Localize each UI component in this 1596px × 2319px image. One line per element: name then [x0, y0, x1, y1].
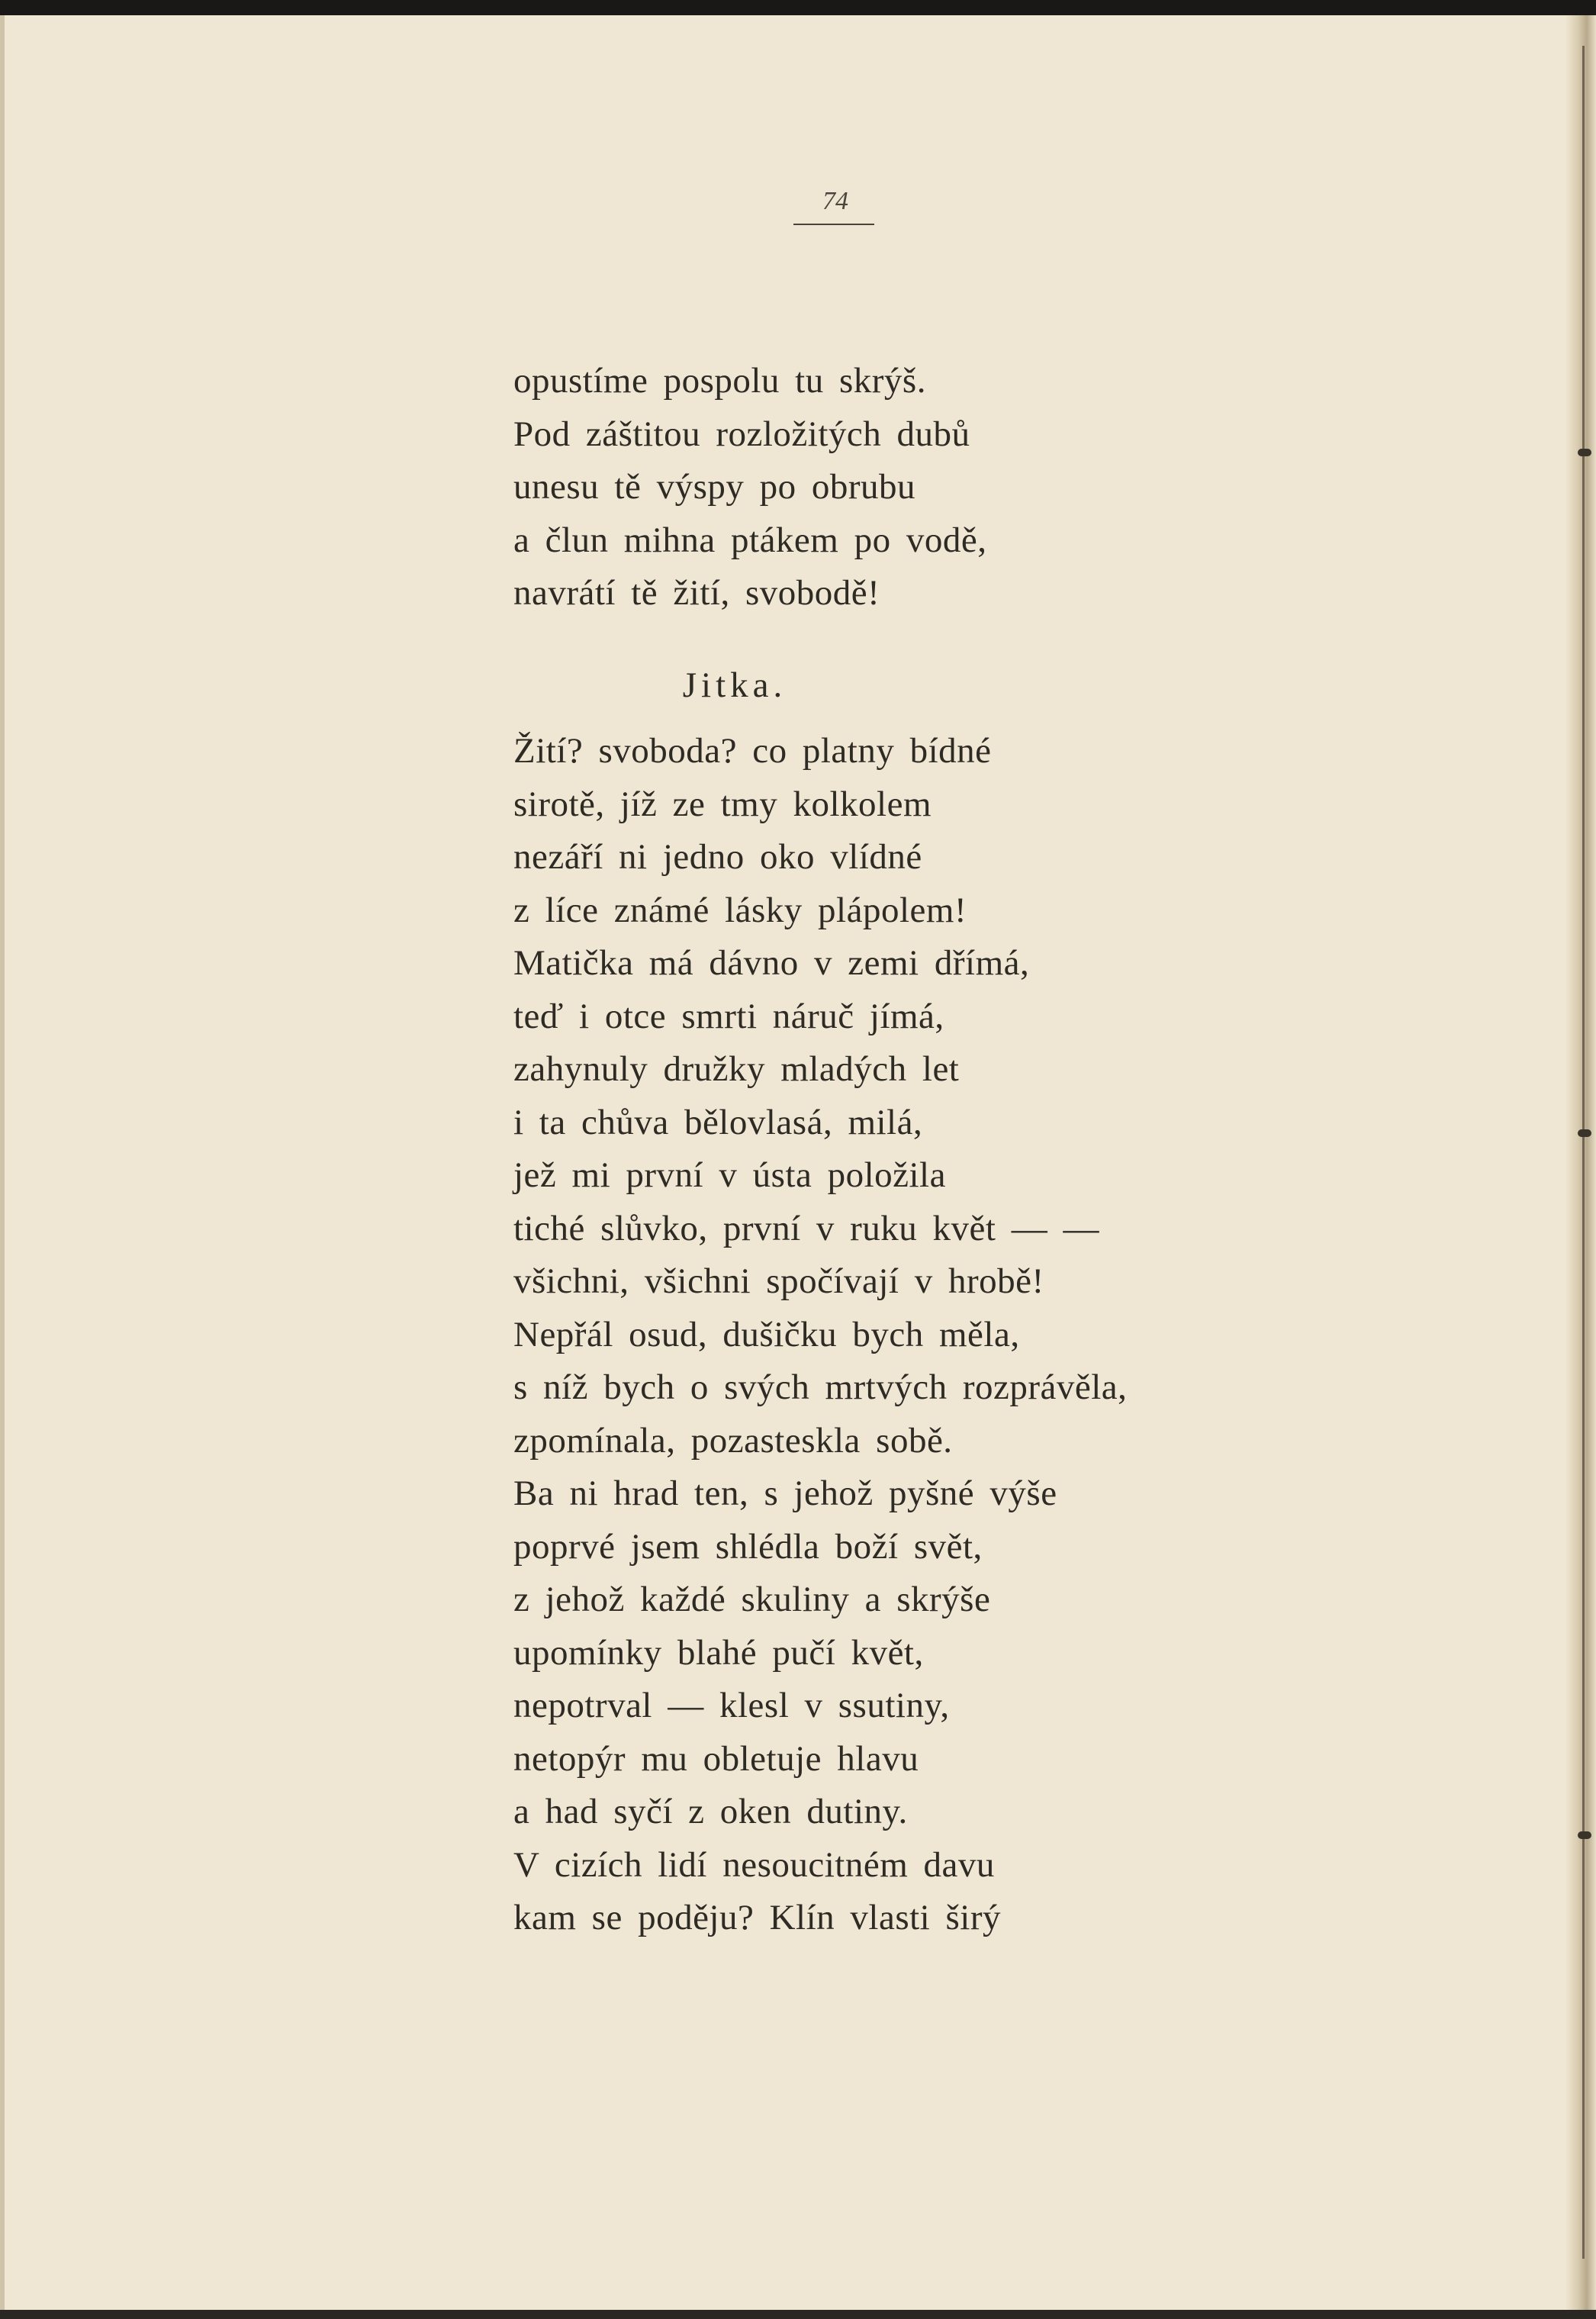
verse-line: V cizích lidí nesoucitném davu — [513, 1844, 995, 1885]
stanza-1 — [513, 355, 1276, 620]
binding-stitch-mark — [1578, 1831, 1591, 1839]
verse-line: teď i otce smrti náruč jímá, — [513, 996, 944, 1036]
verse-line: zahynuly družky mladých let — [513, 1049, 960, 1089]
verse-line: nepotrval — klesl v ssutiny, — [513, 1686, 950, 1725]
verse-line: Nepřál osud, dušičku bych měla, — [513, 1314, 1020, 1354]
verse-line: tiché slůvko, první v ruku květ — — — [513, 1208, 1099, 1248]
stanza-2 — [513, 725, 1276, 1945]
verse-line: jež mi první v ústa položila — [513, 1155, 946, 1195]
page-number: 74 — [822, 187, 848, 215]
page-number-rule — [793, 224, 874, 225]
verse-line: poprvé jsem shlédla boží svět, — [513, 1526, 983, 1567]
verse-line: unesu tě výspy po obrubu — [513, 467, 916, 507]
verse-line: i ta chůva bělovlasá, milá, — [513, 1102, 923, 1142]
verse-line: a člun mihna ptákem po vodě, — [513, 520, 987, 560]
verse-line: kam se poděju? Klín vlasti širý — [513, 1898, 1001, 1937]
verse-line: a had syčí z oken dutiny. — [513, 1792, 908, 1831]
book-binding-edge — [1565, 15, 1596, 2310]
verse-line: Ba ni hrad ten, s jehož pyšné výše — [513, 1474, 1057, 1513]
scan-top-border — [0, 0, 1596, 15]
verse-line: z líce známé lásky plápolem! — [513, 890, 967, 930]
verse-line: zpomínala, pozasteskla sobě. — [513, 1420, 953, 1461]
verse-line: s níž bych o svých mrtvých rozprávěla, — [513, 1367, 1128, 1407]
verse-line: opustíme pospolu tu skrýš. — [513, 361, 926, 401]
binding-stitch-mark — [1578, 1129, 1591, 1137]
verse-line: nezáří ni jedno oko vlídné — [513, 837, 922, 877]
verse-line: Matička má dávno v zemi dřímá, — [513, 943, 1030, 983]
binding-line — [1582, 46, 1585, 2259]
verse-line: netopýr mu obletuje hlavu — [513, 1738, 919, 1779]
verse-line: Pod záštitou rozložitých dubů — [513, 414, 970, 454]
verse-line: z jehož každé skuliny a skrýše — [513, 1580, 991, 1619]
binding-stitch-mark — [1578, 449, 1591, 456]
scan-left-edge — [0, 15, 5, 2310]
verse-line: všichni, všichni spočívají v hrobě! — [513, 1261, 1044, 1301]
speaker-heading: Jitka. — [682, 665, 787, 705]
verse-line: upomínky blahé pučí květ, — [513, 1632, 924, 1673]
verse-line: navrátí tě žití, svobodě! — [513, 573, 880, 613]
verse-line: Žití? svoboda? co platny bídné — [513, 731, 992, 771]
scan-bottom-border — [0, 2310, 1596, 2319]
verse-line: sirotě, jíž ze tmy kolkolem — [513, 784, 932, 824]
